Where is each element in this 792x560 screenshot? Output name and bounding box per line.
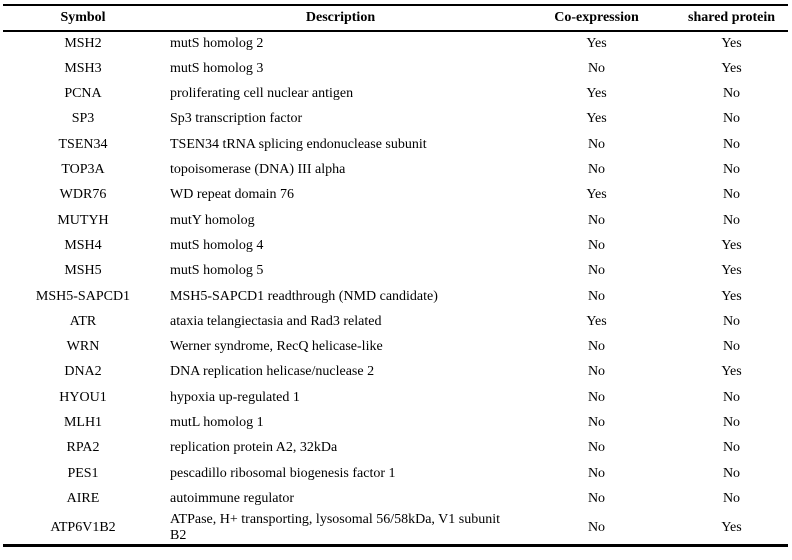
shared-protein-cell: No (722, 440, 741, 456)
table-row (3, 410, 788, 435)
table-row (3, 385, 788, 410)
symbol-cell: SP3 (71, 111, 95, 127)
shared-protein-cell: No (722, 136, 741, 152)
description-cell: MSH5-SAPCD1 readthrough (NMD candidate) (170, 288, 438, 304)
description-cell: hypoxia up-regulated 1 (170, 389, 300, 405)
shared-protein-cell: No (722, 465, 741, 481)
description-cell: WD repeat domain 76 (170, 187, 295, 203)
column-header-shared-protein: shared protein (688, 10, 775, 26)
symbol-cell: TSEN34 (58, 136, 108, 152)
description-cell: topoisomerase (DNA) III alpha (170, 162, 346, 178)
co-expression-cell: Yes (586, 187, 607, 203)
table-row (3, 259, 788, 284)
description-cell: mutS homolog 2 (170, 36, 264, 52)
co-expression-cell: No (587, 60, 606, 76)
shared-protein-cell: Yes (721, 364, 742, 380)
symbol-cell: DNA2 (64, 364, 102, 380)
shared-protein-cell: No (722, 313, 741, 329)
co-expression-cell: No (587, 364, 606, 380)
table-row (3, 233, 788, 258)
symbol-cell: PCNA (64, 86, 102, 102)
symbol-cell: MSH5 (64, 263, 102, 279)
table-row (3, 512, 788, 546)
co-expression-cell: Yes (586, 86, 607, 102)
symbol-cell: MUTYH (57, 212, 109, 228)
symbol-cell: MSH5-SAPCD1 (35, 288, 131, 304)
column-header-symbol: Symbol (60, 10, 106, 26)
description-cell: Werner syndrome, RecQ helicase-like (170, 339, 383, 355)
gene-table-body (3, 31, 788, 545)
co-expression-cell: No (587, 237, 606, 253)
co-expression-cell: No (587, 162, 606, 178)
description-cell: TSEN34 tRNA splicing endonuclease subunit (170, 136, 427, 152)
symbol-cell: AIRE (66, 490, 100, 506)
table-row (3, 56, 788, 81)
table-row (3, 31, 788, 56)
symbol-cell: PES1 (67, 465, 99, 481)
description-cell: mutS homolog 5 (170, 263, 264, 279)
column-header-description: Description (305, 10, 376, 26)
table-row (3, 436, 788, 461)
description-cell: autoimmune regulator (170, 490, 295, 506)
co-expression-cell: Yes (586, 313, 607, 329)
table-row (3, 461, 788, 486)
table-row (3, 132, 788, 157)
description-cell: Sp3 transcription factor (170, 111, 303, 127)
symbol-cell: ATR (69, 313, 97, 329)
table-row (3, 107, 788, 132)
co-expression-cell: No (587, 519, 606, 535)
shared-protein-cell: No (722, 415, 741, 431)
shared-protein-cell: No (722, 212, 741, 228)
co-expression-cell: No (587, 490, 606, 506)
shared-protein-cell: No (722, 86, 741, 102)
shared-protein-cell: Yes (721, 237, 742, 253)
shared-protein-cell: No (722, 111, 741, 127)
shared-protein-cell: Yes (721, 60, 742, 76)
co-expression-cell: No (587, 389, 606, 405)
co-expression-cell: No (587, 465, 606, 481)
table-row (3, 360, 788, 385)
table-row (3, 208, 788, 233)
symbol-cell: MSH4 (64, 237, 102, 253)
shared-protein-cell: Yes (721, 36, 742, 52)
description-cell: DNA replication helicase/nuclease 2 (170, 364, 375, 380)
description-cell: pescadillo ribosomal biogenesis factor 1 (170, 465, 396, 481)
co-expression-cell: No (587, 440, 606, 456)
co-expression-cell: No (587, 136, 606, 152)
table-row (3, 183, 788, 208)
gene-table (3, 4, 788, 547)
table-row (3, 335, 788, 360)
description-cell: mutL homolog 1 (170, 415, 264, 431)
symbol-cell: MLH1 (63, 415, 103, 431)
symbol-cell: RPA2 (66, 440, 100, 456)
description-cell: proliferating cell nuclear antigen (170, 86, 354, 102)
symbol-cell: MSH3 (64, 60, 102, 76)
shared-protein-cell: No (722, 162, 741, 178)
table-row (3, 157, 788, 182)
description-cell: mutY homolog (170, 212, 255, 228)
symbol-cell: WDR76 (59, 187, 107, 203)
symbol-cell: TOP3A (61, 162, 105, 178)
co-expression-cell: No (587, 339, 606, 355)
shared-protein-cell: No (722, 187, 741, 203)
shared-protein-cell: No (722, 490, 741, 506)
shared-protein-cell: Yes (721, 288, 742, 304)
shared-protein-cell: No (722, 389, 741, 405)
co-expression-cell: No (587, 263, 606, 279)
shared-protein-cell: Yes (721, 263, 742, 279)
column-header-co-expression: Co-expression (554, 10, 639, 26)
symbol-cell: HYOU1 (59, 389, 107, 405)
symbol-cell: ATP6V1B2 (50, 519, 116, 535)
co-expression-cell: No (587, 212, 606, 228)
header-row (3, 5, 788, 31)
table-row (3, 486, 788, 511)
shared-protein-cell: Yes (721, 519, 742, 535)
co-expression-cell: Yes (586, 36, 607, 52)
description-cell: ATPase, H+ transporting, lysosomal 56/58kDa, V1 subunit B2 (170, 511, 501, 543)
description-cell: mutS homolog 3 (170, 60, 264, 76)
description-cell: mutS homolog 4 (170, 237, 264, 253)
shared-protein-cell: No (722, 339, 741, 355)
description-cell: ataxia telangiectasia and Rad3 related (170, 313, 382, 329)
table-row (3, 82, 788, 107)
table-row (3, 284, 788, 309)
symbol-cell: WRN (66, 339, 100, 355)
co-expression-cell: No (587, 288, 606, 304)
description-cell: replication protein A2, 32kDa (170, 440, 338, 456)
co-expression-cell: Yes (586, 111, 607, 127)
table-row (3, 309, 788, 334)
symbol-cell: MSH2 (64, 36, 102, 52)
gene-table-header (3, 5, 788, 31)
co-expression-cell: No (587, 415, 606, 431)
